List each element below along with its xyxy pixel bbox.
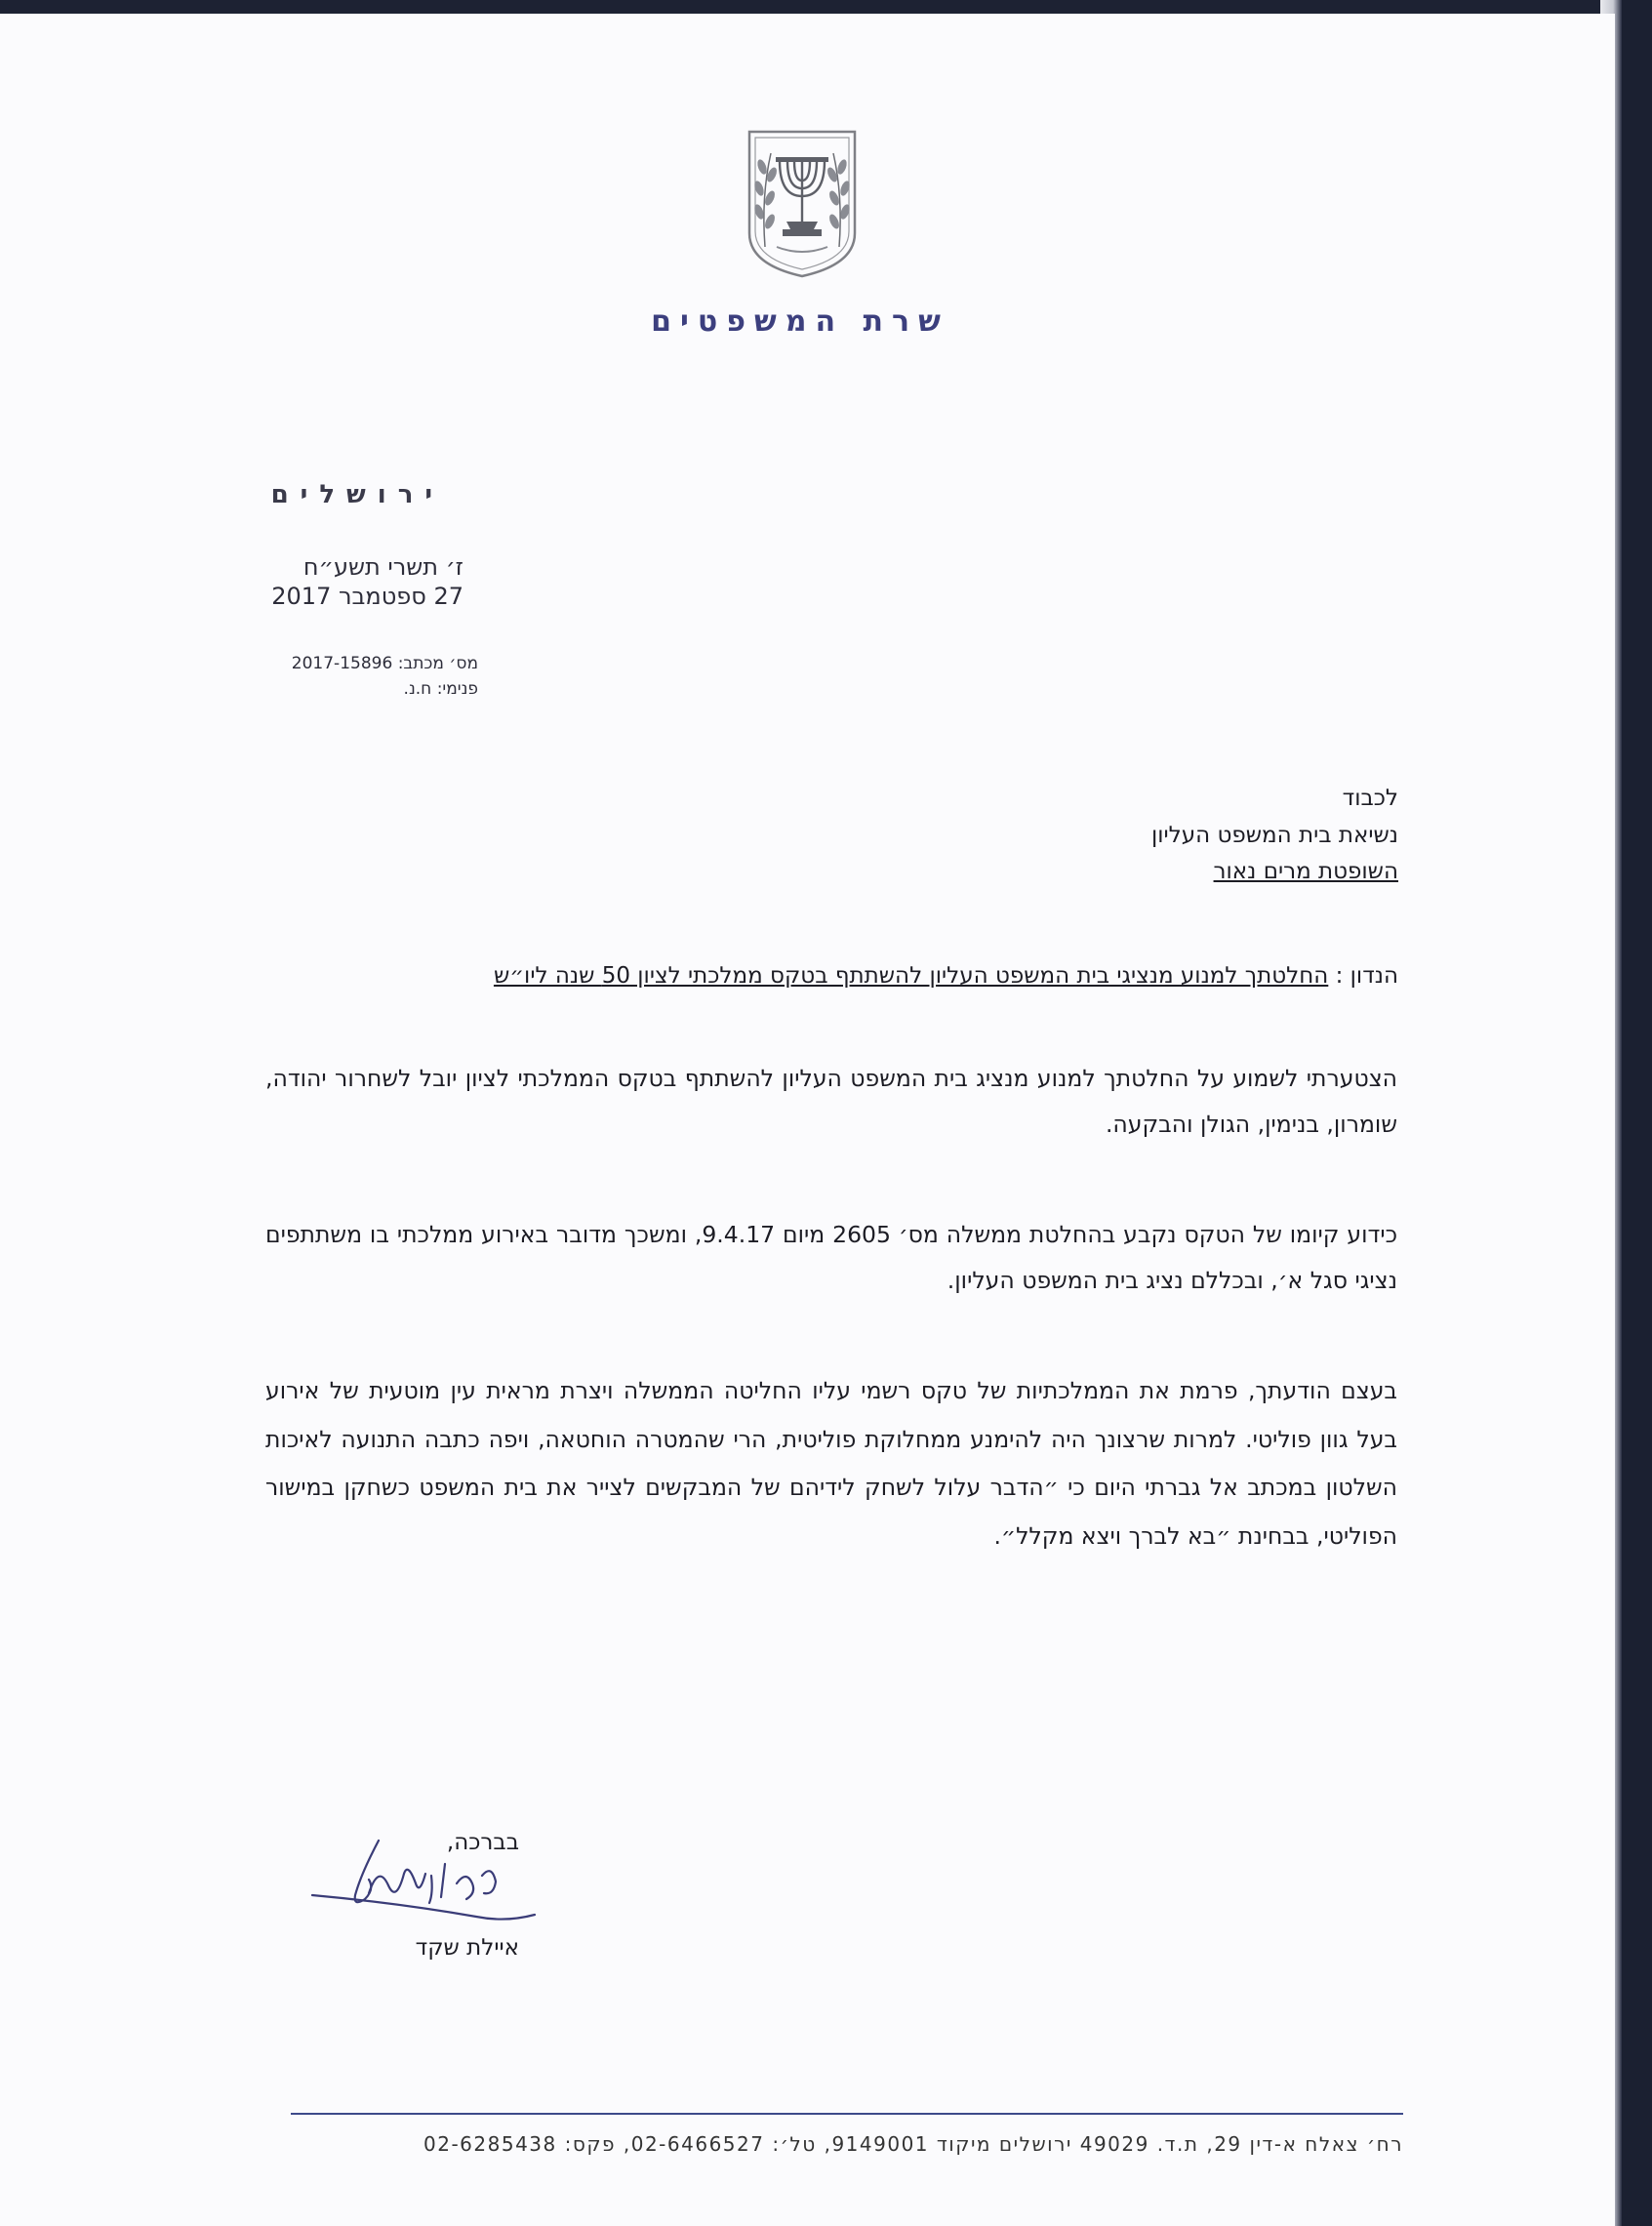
- internal-reference-value: ח.נ.: [403, 679, 432, 699]
- closing-greeting: בברכה,: [446, 1830, 519, 1855]
- subject-label: הנדון :: [1335, 963, 1398, 989]
- recipient-name: השופטת מרים נאור: [1213, 859, 1398, 884]
- footer-divider: [291, 2113, 1403, 2115]
- state-emblem-icon: [744, 128, 861, 279]
- scan-border: [1622, 0, 1652, 2226]
- internal-reference-label: פנימי:: [436, 679, 478, 699]
- subject-line: [266, 958, 1398, 993]
- city-name: ירושלים: [270, 480, 444, 509]
- letter-number-label: מס׳ מכתב:: [397, 654, 478, 673]
- handwritten-signature: [310, 1835, 554, 1937]
- body-paragraph-2: כידוע קיומו של הטקס נקבע בהחלטת ממשלה מס׳ 2605 מיום 9.4.17, ומשכך מדובר באירוע ממלכתי בו משתתפים נציגי סגל א׳, ובכללם נציג בית המשפט העליון.: [265, 1221, 1397, 1294]
- letter-number: [224, 654, 478, 673]
- body-paragraph-3: בעצם הודעתך, פרמת את הממלכתיות של טקס רשמי עליו החליטה הממשלה ויצרת מראית עין מוטעית של אירוע בעל גוון פוליטי. למרות שרצונך היה להימנע ממחלוקת פוליטית, הרי שהמטרה הוחטאה, ויפה כתבה התנועה לאיכות השלטון במכתב אל גברתי היום כי ״הדבר עלול לשחק לידיהם של המבקשים לצייר את בית המשפט כשחקן במישור הפוליטי, בבחינת ״בא לברך ויצא מקלל״.: [265, 1377, 1397, 1550]
- hebrew-date: ז׳ תשרי תשע״ח: [302, 553, 463, 581]
- subject-text: החלטתך למנוע מנציגי בית המשפט העליון להשתתף בטקס ממלכתי לציון 50 שנה ליו״ש: [493, 963, 1329, 989]
- footer-address: רח׳ צאלח א-דין 29, ת.ד. 49029 ירושלים מיקוד 9149001, טל׳: 02-6466527, פקס: 02-6285438: [423, 2132, 1403, 2156]
- body-paragraph-1: הצטערתי לשמוע על החלטתך למנוע מנציג בית המשפט העליון להשתתף בטקס הממלכתי לציון יובל לשחרור יהודה, שומרון, בנימין, הגולן והבקעה.: [265, 1065, 1397, 1138]
- recipient-title: נשיאת בית המשפט העליון: [1150, 823, 1398, 848]
- signer-name: איילת שקד: [415, 1935, 519, 1961]
- gregorian-date: 27 ספטמבר 2017: [271, 583, 463, 610]
- recipient-salutation: לכבוד: [1342, 786, 1398, 811]
- letter-page: [0, 14, 1615, 2226]
- internal-reference: [224, 679, 478, 699]
- letter-number-value: 2017-15896: [291, 654, 393, 673]
- ministry-title: שרת המשפטים: [651, 304, 949, 339]
